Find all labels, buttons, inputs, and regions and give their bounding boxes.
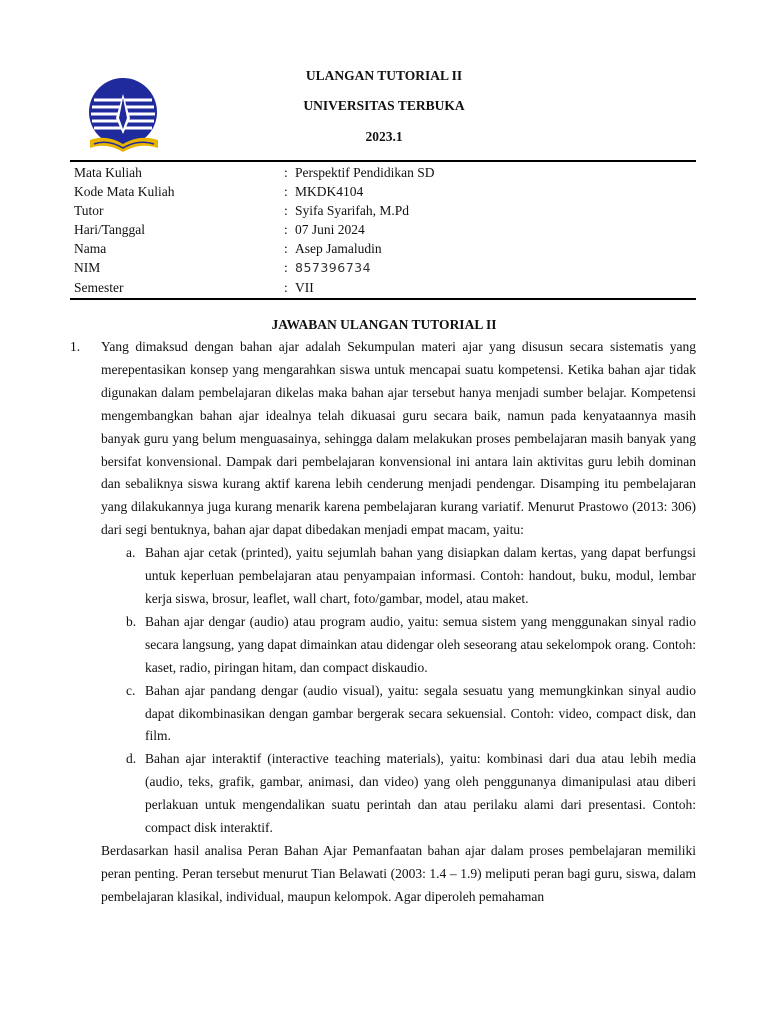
list-item-label: b. — [126, 613, 137, 629]
list-item-text: Bahan ajar cetak (printed), yaitu sejumlah bahan yang disiapkan dalam kertas, yang dapat berfungsi untuk keperluan pembelajaran atau penyampaian informasi. Contoh: handout, buku, modul, lembar kerja siswa, brosur, leaflet, wall chart, foto/gambar, model, atau maket. — [145, 545, 696, 606]
info-row-hari-tanggal — [74, 220, 694, 239]
info-value: MKDK4104 — [295, 184, 364, 199]
info-colon: : — [284, 184, 288, 199]
info-row-nim — [74, 258, 694, 277]
document-title: ULANGAN TUTORIAL II — [305, 68, 463, 83]
info-label: Mata Kuliah — [74, 165, 142, 180]
info-row-semester — [74, 278, 694, 297]
info-colon: : — [284, 241, 288, 256]
info-value: 07 Juni 2024 — [295, 222, 365, 237]
top-rule — [70, 160, 696, 162]
info-colon: : — [284, 203, 288, 218]
university-logo — [86, 74, 162, 158]
info-label: Nama — [74, 241, 107, 256]
list-item — [70, 680, 696, 749]
closing-paragraph-wrap — [70, 840, 696, 909]
list-item-text: Bahan ajar dengar (audio) atau program audio, yaitu: semua sistem yang menggunakan sinyal radio secara langsung, yang dapat dimainkan atau didengar oleh seseorang atau sekelompok orang. Contoh: kaset, radio, piringan hitam, dan compact diskaudio. — [145, 613, 696, 675]
info-row-nama — [74, 239, 694, 258]
info-label: Tutor — [74, 203, 104, 218]
section-title: JAWABAN ULANGAN TUTORIAL II — [271, 317, 497, 332]
answer-number: 1. — [70, 339, 81, 354]
list-item-text: Bahan ajar pandang dengar (audio visual), yaitu: segala sesuatu yang memungkinkan sinyal audio dapat dikombinasikan dengan gambar bergerak secara sekuensial. Contoh: video, compact disk, dan film. — [145, 682, 696, 744]
bottom-rule — [70, 298, 696, 300]
info-colon: : — [284, 165, 288, 180]
info-value: VII — [295, 280, 314, 295]
answer-item — [70, 336, 696, 542]
list-item — [70, 542, 696, 611]
info-value: Perspektif Pendidikan SD — [295, 165, 435, 180]
closing-paragraph: Berdasarkan hasil analisa Peran Bahan Ajar Pemanfaatan bahan ajar dalam proses pembelajaran memiliki peran penting. Peran tersebut menurut Tian Belawati (2003: 1.4 – 1.9) meliputi peran bagi guru, siswa, dalam pembelajaran klasikal, individual, maupun kelompok. Agar diperoleh pemahaman — [101, 842, 696, 904]
info-colon: : — [284, 260, 288, 275]
list-item-label: a. — [126, 545, 136, 561]
info-colon: : — [284, 222, 288, 237]
answer-intro: Yang dimaksud dengan bahan ajar adalah Sekumpulan materi ajar yang disusun secara sistematis yang merepentasikan konsep yang mengarahkan siswa untuk mencapai suatu kompetensi. Ketika bahan ajar tidak digunakan dalam pembelajaran dikelas maka bahan ajar tersebut hanya menjadi sumber belajar. Kompetensi mengembangkan bahan ajar idealnya telah dikuasai guru secara baik, namun pada kenyataannya masih banyak guru yang belum menguasainya, sehingga dalam melakukan proses pembelajaran masih banyak yang bersifat konvensional. Dampak dari pembelajaran konvensional ini antara lain aktivitas guru lebih dominan dan sebaliknya siswa kurang aktif karena lebih cenderung menjadi pendengar. Disamping itu pembelajaran yang dilakukannya juga kurang menarik karena pembelajaran kurang variatif. Menurut Prastowo (2013: 306) dari segi bentuknya, bahan ajar dapat dibedakan menjadi empat macam, yaitu: — [101, 339, 696, 538]
info-value: Syifa Syarifah, M.Pd — [295, 203, 409, 218]
answer-body — [70, 336, 696, 909]
info-row-tutor — [74, 201, 694, 220]
academic-period: 2023.1 — [365, 129, 403, 144]
info-value: Asep Jamaludin — [295, 241, 382, 256]
list-item-label: d. — [126, 751, 137, 767]
info-value: 857396734 — [295, 260, 372, 275]
info-label: Kode Mata Kuliah — [74, 184, 175, 199]
info-row-kode-mata-kuliah — [74, 182, 694, 201]
info-row-mata-kuliah — [74, 163, 694, 182]
list-item — [70, 611, 696, 680]
list-item — [70, 748, 696, 840]
list-item-text: Bahan ajar interaktif (interactive teaching materials), yaitu: kombinasi dari dua atau lebih media (audio, teks, grafik, gambar, animasi, dan video) yang oleh penggunanya dimanipulasi atau diberi perlakuan untuk mengendalikan suatu perintah dan atau perilaku alami dari presentasi. Contoh: compact disk interaktif. — [145, 751, 696, 836]
info-label: Semester — [74, 280, 124, 295]
info-label: Hari/Tanggal — [74, 222, 146, 237]
list-item-label: c. — [126, 682, 136, 698]
university-name: UNIVERSITAS TERBUKA — [303, 98, 465, 113]
info-colon: : — [284, 280, 288, 295]
info-label: NIM — [74, 260, 101, 275]
